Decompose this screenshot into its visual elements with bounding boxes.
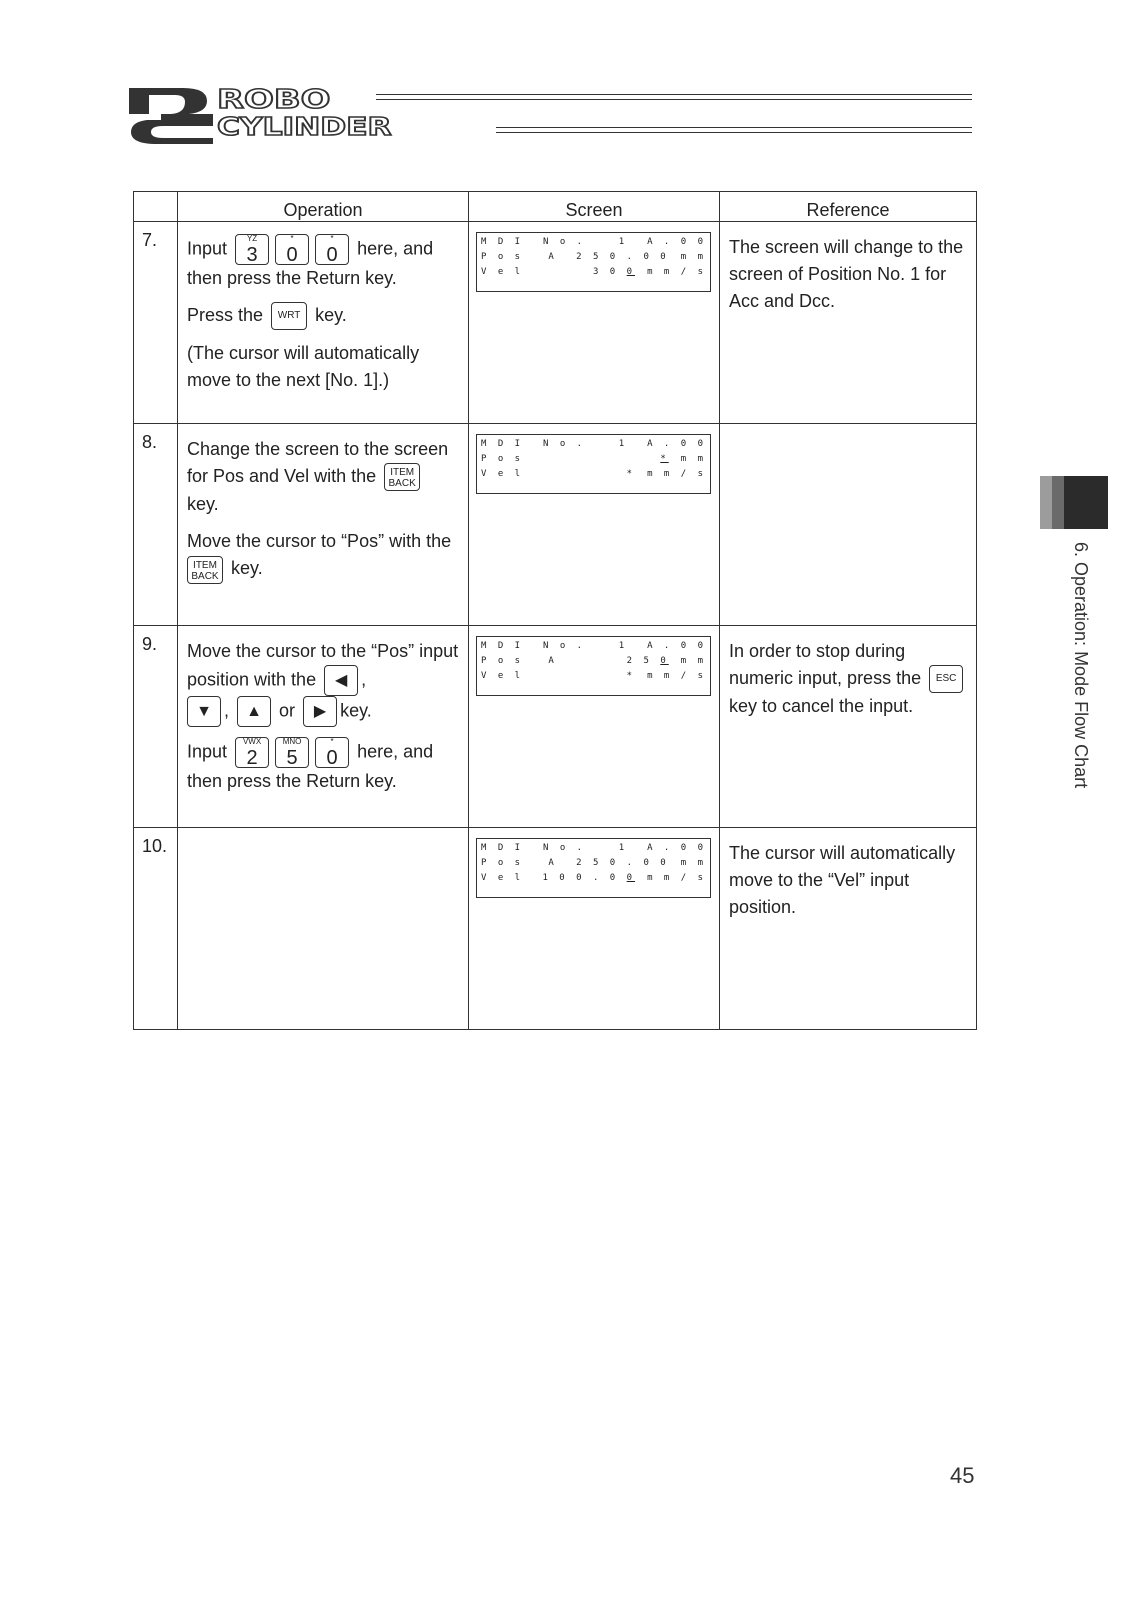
header-rule	[496, 132, 972, 133]
reference-cell	[720, 626, 977, 828]
logo-text-cylinder: CYLINDER	[217, 112, 392, 141]
screen-cell	[469, 222, 720, 424]
key-0[interactable]: * 0	[315, 234, 349, 265]
item-back-key[interactable]: ITEM BACK	[187, 556, 223, 584]
key-5[interactable]: MNO 5	[275, 737, 309, 768]
key-0[interactable]: * 0	[315, 737, 349, 768]
operation-text: Change the screen to the screen for Pos and Vel with the ITEM BACK key.	[187, 439, 449, 515]
logo-text-robo: ROBO	[217, 85, 331, 115]
reference-cell	[720, 424, 977, 626]
lcd-screen: M D I N o . 1 A . 0 0 P o s A 2 5 0 . 0 0 m m V e l 1 0 0 . 0 0 m m / s	[476, 838, 711, 898]
screen-cell	[469, 828, 720, 1030]
side-tab-marker	[1040, 476, 1052, 529]
table-row	[134, 222, 977, 424]
key-2[interactable]: VWX 2	[235, 737, 269, 768]
header-rule	[496, 127, 972, 128]
reference-cell: The screen will change to the screen of Position No. 1 for Acc and Dcc.	[720, 222, 977, 424]
robo-cylinder-logo	[127, 84, 987, 144]
page-number: 45	[950, 1463, 975, 1488]
down-arrow-key[interactable]: ▼	[187, 696, 221, 727]
header-screen: Screen	[469, 192, 720, 222]
operation-text: Press the WRT key.	[187, 302, 460, 330]
header-reference: Reference	[720, 192, 977, 222]
operation-text: Input YZ 3 * 0 * 0 here, and then press the Return key.	[187, 234, 434, 288]
header-rule	[376, 94, 972, 95]
table-header-row	[134, 192, 977, 222]
reference-text: In order to stop during numeric input, press the ESC key to cancel the input.	[729, 638, 968, 720]
operation-cell	[178, 626, 469, 828]
step-number: 7.	[134, 222, 178, 424]
lcd-cursor: *	[660, 454, 669, 464]
operation-cell	[178, 222, 469, 424]
screen-cell	[469, 626, 720, 828]
operation-text: Move the cursor to “Pos” with the ITEM BACK key.	[187, 531, 452, 582]
lcd-cursor: 0	[626, 873, 636, 883]
step-number: 9.	[134, 626, 178, 828]
lcd-screen: M D I N o . 1 A . 0 0 P o s * m m V e l * m m / s	[476, 434, 711, 494]
operation-text: Input VWX 2 MNO 5 * 0 here, and then press the Return key.	[187, 737, 434, 791]
item-back-key[interactable]: ITEM BACK	[384, 463, 420, 491]
step-number: 8.	[134, 424, 178, 626]
esc-key[interactable]: ESC	[929, 665, 963, 693]
side-tab-marker	[1064, 476, 1108, 529]
lcd-cursor: 0	[626, 267, 636, 277]
screen-cell	[469, 424, 720, 626]
lcd-screen: M D I N o . 1 A . 0 0 P o s A 2 5 0 . 0 0 m m V e l 3 0 0 m m / s	[476, 232, 711, 292]
wrt-key[interactable]: WRT	[271, 302, 307, 330]
operation-cell	[178, 424, 469, 626]
lcd-cursor: 0	[660, 656, 669, 666]
step-number: 10.	[134, 828, 178, 1030]
operation-text: Move the cursor to the “Pos” input position with the ◀ , ▼ , ▲ or ▶ key.	[187, 638, 460, 727]
up-arrow-key[interactable]: ▲	[237, 696, 271, 727]
left-arrow-key[interactable]: ◀	[324, 665, 358, 696]
chapter-label: 6. Operation: Mode Flow Chart	[1071, 542, 1091, 789]
key-0[interactable]: * 0	[275, 234, 309, 265]
table-row	[134, 828, 977, 1030]
operation-note: (The cursor will automatically move to the next [No. 1].)	[187, 343, 420, 391]
header-num	[134, 192, 178, 222]
operation-cell	[178, 828, 469, 1030]
header-rule	[376, 99, 972, 100]
table-row	[134, 626, 977, 828]
lcd-screen: M D I N o . 1 A . 0 0 P o s A 2 5 0 m m V e l * m m / s	[476, 636, 711, 696]
key-3[interactable]: YZ 3	[235, 234, 269, 265]
header-operation: Operation	[178, 192, 469, 222]
rc-logo-mark	[127, 86, 213, 144]
reference-cell: The cursor will automatically move to the “Vel” input position.	[720, 828, 977, 1030]
table-row	[134, 424, 977, 626]
operation-table	[133, 191, 977, 1030]
right-arrow-key[interactable]: ▶	[303, 696, 337, 727]
